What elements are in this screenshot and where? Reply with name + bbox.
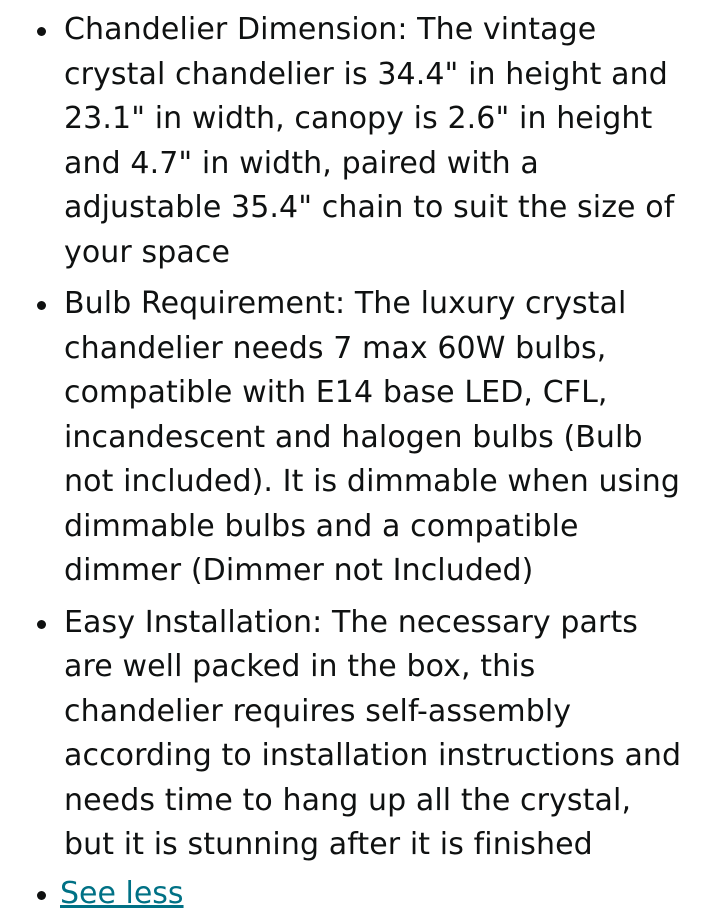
feature-bullet-list [0,8,713,875]
bullet-text: Chandelier Dimension: The vintage crystal chandelier is 34.4" in height and 23.1" in width, canopy is 2.6" in height and 4.7" in width, paired with a adjustable 35.4" chain to suit the size of your space [64,12,675,270]
bullet-text: Bulb Requirement: The luxury crystal chandelier needs 7 max 60W bulbs, compatible with E14 base LED, CFL, incandescent and halogen bulbs (Bulb not included). It is dimmable when using dimmable bulbs and a compatible dimmer (Dimmer not Included) [64,286,680,588]
feature-bullet-bulb [0,282,713,594]
feature-bullet-dimension [0,8,713,275]
bullet-dot-icon [37,27,46,36]
bullet-dot-icon [37,620,46,629]
bullet-dot-icon [37,891,46,900]
bullet-text: Easy Installation: The necessary parts are well packed in the box, this chandelier requires self-assembly according to installation instructions and needs time to hang up all the crystal, but it is stunning after it is finished [64,604,682,862]
bullet-dot-icon [37,301,46,310]
see-less-link[interactable] [0,872,713,922]
feature-bullet-installation [0,601,713,868]
see-less-label[interactable]: See less [60,876,184,911]
